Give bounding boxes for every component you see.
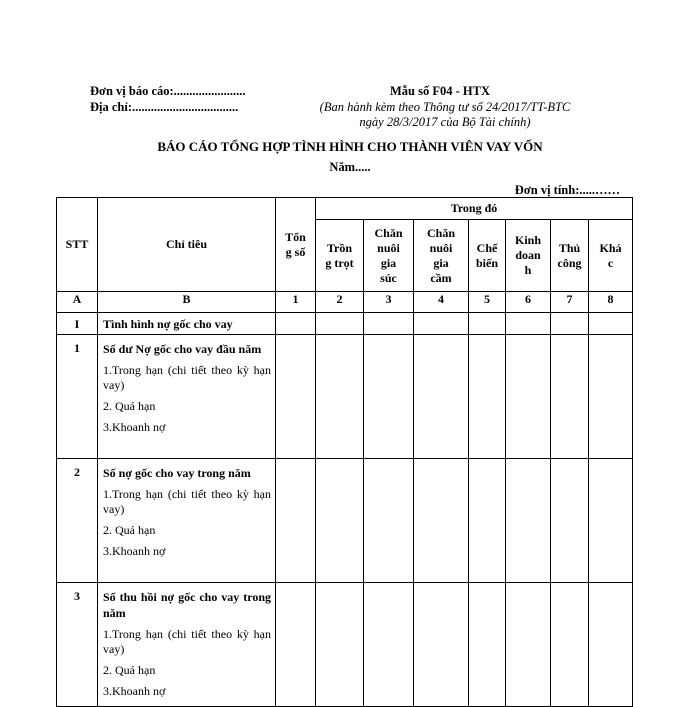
row-item: 3.Khoanh nợ	[103, 684, 166, 698]
section-label: Tình hình nợ gốc cho vay	[98, 313, 276, 335]
table-row	[57, 335, 633, 459]
reporting-unit-label: Đơn vị báo cáo:.......................	[90, 84, 246, 98]
section-row	[57, 313, 633, 335]
header-che-bien: Chế biến	[469, 220, 506, 292]
header-chan-nuoi-gia-cam: Chăn nuôi gia cầm	[414, 220, 469, 292]
row-item: 2. Quá hạn	[103, 399, 156, 413]
colnum-7: 7	[551, 292, 589, 313]
form-code: Mẫu số F04 - HTX	[390, 84, 490, 98]
row-item: 1.Trong hạn (chi tiết theo kỳ hạn vay)	[103, 363, 271, 392]
colnum-1: 1	[276, 292, 316, 313]
loan-report-table	[56, 197, 633, 707]
row-item: 2. Quá hạn	[103, 663, 156, 677]
row-item: 1.Trong hạn (chi tiết theo kỳ hạn vay)	[103, 487, 271, 516]
colnum-2: 2	[316, 292, 364, 313]
header-tong-so: Tổn g số	[276, 198, 316, 292]
row-item: 1.Trong hạn (chi tiết theo kỳ hạn vay)	[103, 627, 271, 656]
row-title: Số dư Nợ gốc cho vay đầu năm	[103, 342, 262, 356]
row-stt: 1	[57, 335, 98, 459]
colnum-8: 8	[589, 292, 633, 313]
colnum-a: A	[57, 292, 98, 313]
currency-unit-label: Đơn vị tính:.....……	[514, 183, 620, 197]
table-row	[57, 459, 633, 583]
colnum-3: 3	[364, 292, 414, 313]
section-stt: I	[57, 313, 98, 335]
row-content	[98, 583, 276, 707]
row-content	[98, 335, 276, 459]
colnum-5: 5	[469, 292, 506, 313]
header-trong-trot: Trồn g trọt	[316, 220, 364, 292]
colnum-6: 6	[506, 292, 551, 313]
report-title: BÁO CÁO TỔNG HỢP TÌNH HÌNH CHO THÀNH VIÊN VAY VỐN	[157, 139, 543, 154]
row-item: 2. Quá hạn	[103, 523, 156, 537]
row-item: 3.Khoanh nợ	[103, 420, 166, 434]
header-chi-tieu: Chỉ tiêu	[98, 198, 276, 292]
table-row	[57, 583, 633, 707]
colnum-4: 4	[414, 292, 469, 313]
row-title: Số nợ gốc cho vay trong năm	[103, 466, 251, 480]
year-label: Năm.....	[329, 160, 371, 174]
row-item: 3.Khoanh nợ	[103, 544, 166, 558]
address-label: Địa chỉ:..................................	[90, 100, 239, 114]
row-stt: 3	[57, 583, 98, 707]
issued-note-line1: (Ban hành kèm theo Thông tư số 24/2017/TT-BTC	[319, 100, 571, 114]
row-content	[98, 459, 276, 583]
header-chan-nuoi-gia-suc: Chăn nuôi gia súc	[364, 220, 414, 292]
header-trong-do: Trong đó	[316, 198, 633, 220]
header-stt: STT	[57, 198, 98, 292]
issued-note-line2: ngày 28/3/2017 của Bộ Tài chính)	[359, 115, 531, 129]
header-thu-cong: Thủ công	[551, 220, 589, 292]
row-title: Số thu hồi nợ gốc cho vay trong năm	[103, 590, 271, 620]
colnum-b: B	[98, 292, 276, 313]
header-khac: Khá c	[589, 220, 633, 292]
header-kinh-doanh: Kinh doan h	[506, 220, 551, 292]
column-number-row	[57, 292, 633, 313]
row-stt: 2	[57, 459, 98, 583]
